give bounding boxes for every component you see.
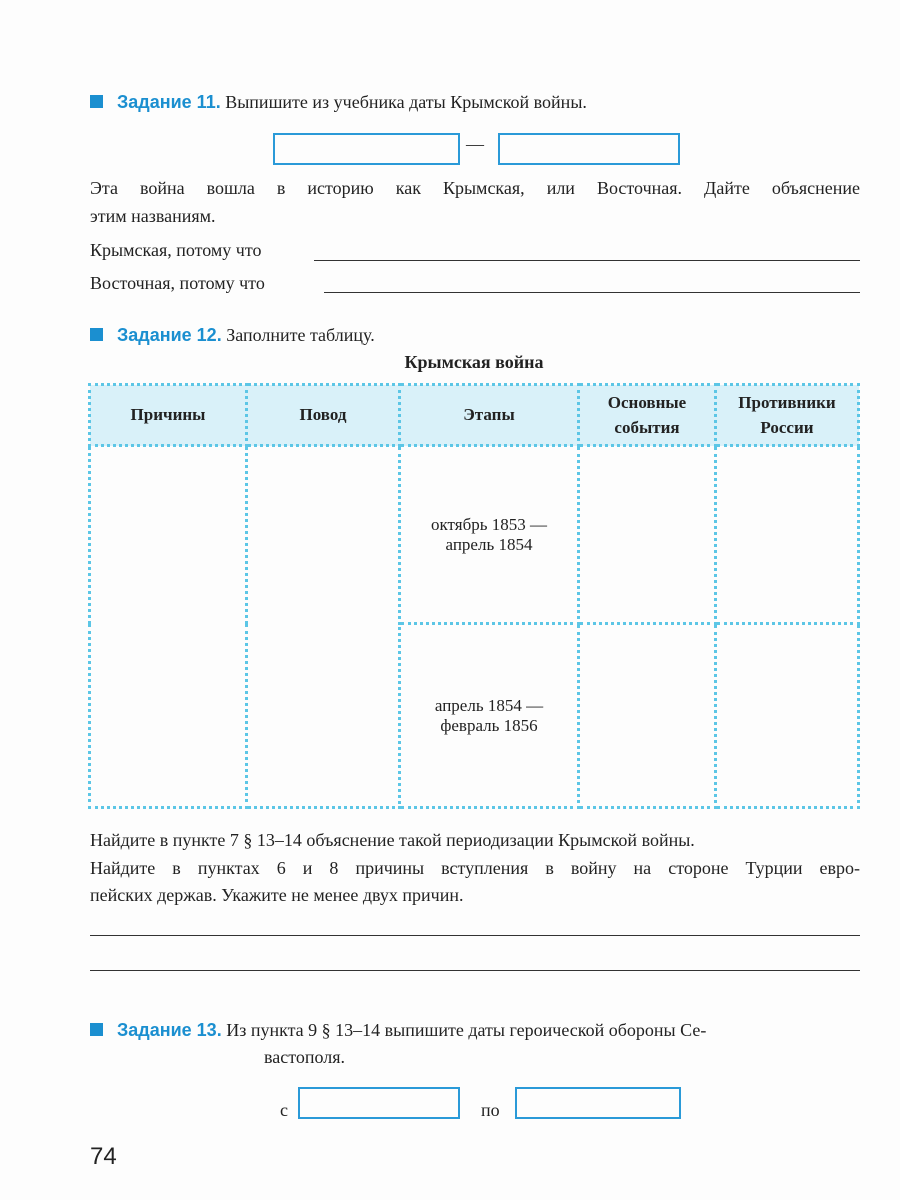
paragraph: Эта война вошла в историю как Крымская, или Восточная. Дайте объяснение — [90, 178, 860, 198]
instruction: Найдите в пунктах 6 и 8 причины вступления в войну на стороне Турции евро- — [90, 858, 860, 878]
stage-text: октябрь 1853 — — [431, 514, 547, 534]
events-cell-1[interactable] — [579, 446, 716, 624]
stage-cell-2 — [400, 624, 579, 808]
task11-heading: Задание 11. Выпишите из учебника даты Крымской войны. — [90, 92, 587, 113]
paragraph-cont: этим названиям. — [90, 206, 216, 226]
stage-text: февраль 1856 — [440, 715, 538, 735]
stage-cell-1 — [400, 446, 579, 624]
crimean-answer-line[interactable] — [314, 260, 860, 261]
table-title: Крымская война — [404, 352, 544, 372]
start-date-box[interactable] — [273, 133, 460, 165]
pretext-cell[interactable] — [247, 446, 400, 808]
opponents-cell-2[interactable] — [716, 624, 859, 808]
page-number: 74 — [90, 1143, 117, 1170]
eastern-label: Восточная, потому что — [90, 273, 265, 293]
causes-cell[interactable] — [90, 446, 247, 808]
crimean-label: Крымская, потому что — [90, 240, 262, 260]
end-date-box[interactable] — [498, 133, 680, 165]
from-label: с — [280, 1100, 288, 1120]
opponents-cell-1[interactable] — [716, 446, 859, 624]
square-bullet-icon — [90, 95, 103, 108]
defense-start-box[interactable] — [298, 1087, 460, 1119]
crimean-war-table — [88, 383, 860, 809]
answer-line-1[interactable] — [90, 935, 860, 936]
task13-heading: Задание 13. Из пункта 9 § 13–14 выпишите даты героической обороны Се- — [90, 1020, 706, 1041]
dash: — — [466, 134, 484, 154]
stage-text: апрель 1854 — [445, 534, 533, 554]
task12-heading: Задание 12. Заполните таблицу. — [90, 325, 375, 346]
instruction: Найдите в пункте 7 § 13–14 объяснение такой периодизации Крымской войны. — [90, 830, 695, 850]
task13-text-cont: вастополя. — [264, 1047, 346, 1067]
answer-line-2[interactable] — [90, 970, 860, 971]
header-causes: Причины — [90, 385, 247, 446]
defense-end-box[interactable] — [515, 1087, 681, 1119]
square-bullet-icon — [90, 328, 103, 341]
header-stages: Этапы — [400, 385, 579, 446]
square-bullet-icon — [90, 1023, 103, 1036]
header-pretext: Повод — [247, 385, 400, 446]
events-cell-2[interactable] — [579, 624, 716, 808]
eastern-answer-line[interactable] — [324, 292, 860, 293]
instruction: пейских держав. Укажите не менее двух причин. — [90, 885, 464, 905]
header-events: Основные события — [579, 385, 716, 446]
header-opponents: Противники России — [716, 385, 859, 446]
to-label: по — [481, 1100, 500, 1120]
stage-text: апрель 1854 — — [434, 695, 544, 715]
